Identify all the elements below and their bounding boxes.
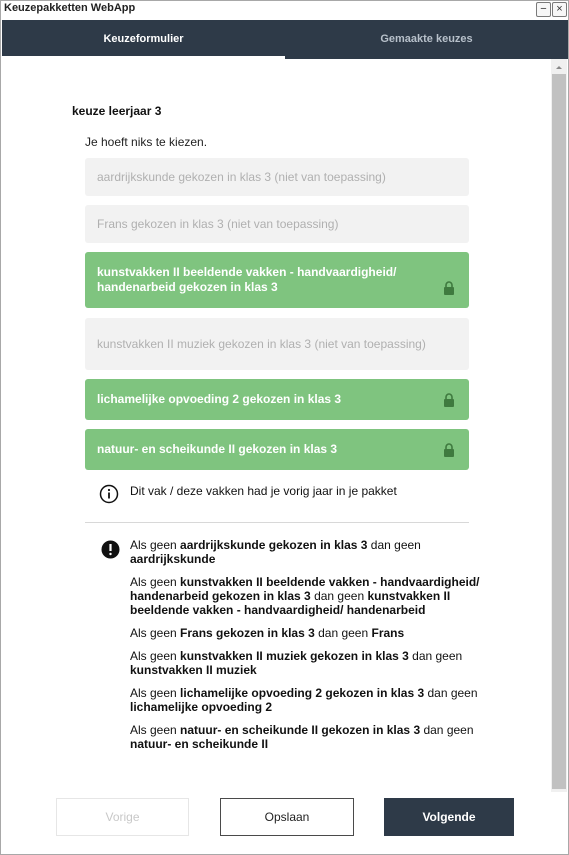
rule-item: Als geen kunstvakken II muziek gekozen in klas 3 dan geen kunstvakken II muziek [130,649,463,677]
close-button[interactable]: × [552,2,567,17]
option-lichamelijke-opvoeding[interactable] [85,379,469,420]
info-note [99,484,469,506]
tab-label: Gemaakte keuzes [380,33,473,45]
option-label: Frans gekozen in klas 3 (niet van toepassing) [97,216,339,231]
tab-bar [2,20,568,59]
option-frans [85,205,469,243]
option-kunstvakken-muziek [85,318,469,370]
section-title: keuze leerjaar 3 [72,104,162,118]
info-circle-icon [99,484,119,504]
option-label: natuur- en scheikunde II gekozen in klas 3 [97,442,338,456]
section-subtext: Je hoeft niks te kiezen. [85,135,208,149]
divider [85,522,469,523]
rule-item: Als geen kunstvakken II beeldende vakken - handvaardigheid/ handenarbeid gekozen in klas 3 dan geen kunstvakken II beeldende vakken - handvaardigheid/ handenarbeid [130,575,480,617]
rule-item: Als geen natuur- en scheikunde II gekozen in klas 3 dan geen natuur- en scheikunde II [130,723,474,751]
lock-icon [443,393,455,407]
lock-icon [443,443,455,457]
lock-icon [443,281,455,295]
vertical-scrollbar[interactable] [551,59,567,792]
title-bar [1,1,568,18]
next-button[interactable]: Volgende [384,798,514,836]
save-button[interactable]: Opslaan [220,798,354,836]
previous-button[interactable]: Vorige [56,798,189,836]
minimize-button[interactable]: − [536,2,551,17]
rule-item: Als geen lichamelijke opvoeding 2 gekozen in klas 3 dan geen lichamelijke opvoeding 2 [130,686,478,714]
scroll-up-arrow-icon[interactable] [551,62,567,72]
rule-item: Als geen aardrijkskunde gekozen in klas 3 dan geen aardrijkskunde [130,538,421,566]
scrollbar-thumb[interactable] [552,74,566,789]
option-kunstvakken-beeldende[interactable] [85,252,469,308]
rule-item: Als geen Frans gekozen in klas 3 dan geen Frans [130,626,405,640]
rules-list [130,538,480,760]
tab-keuzeformulier[interactable] [2,20,285,59]
option-aardrijkskunde [85,158,469,196]
info-text: Dit vak / deze vakken had je vorig jaar in je pakket [130,484,397,498]
tab-gemaakte-keuzes[interactable] [285,20,568,59]
form-scroll-area[interactable] [2,59,568,792]
option-label: kunstvakken II beeldende vakken - handvaardigheid/ handenarbeid gekozen in klas 3 [97,265,397,294]
window-title: Keuzepakketten WebApp [4,2,136,14]
option-label: kunstvakken II muziek gekozen in klas 3 (niet van toepassing) [97,336,426,351]
option-label: lichamelijke opvoeding 2 gekozen in klas 3 [97,392,342,406]
tab-label: Keuzeformulier [103,33,184,45]
option-natuur-scheikunde[interactable] [85,429,469,470]
exclamation-circle-icon [101,540,120,559]
option-label: aardrijkskunde gekozen in klas 3 (niet van toepassing) [97,169,386,184]
